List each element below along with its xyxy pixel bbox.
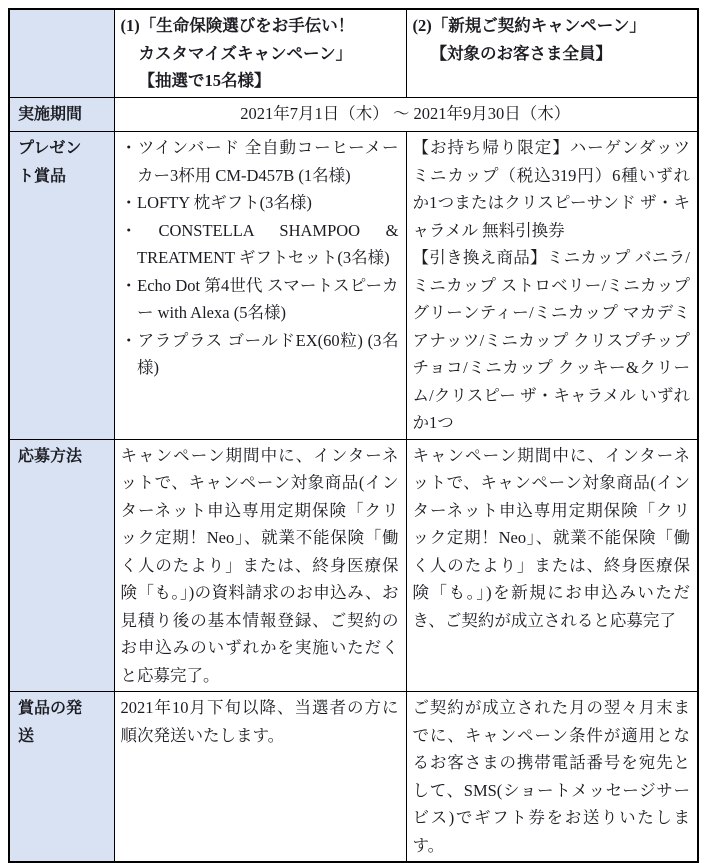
campaign2-header-line2: 【対象のお客さま全員】 <box>430 43 612 63</box>
campaign2-header-cell <box>406 9 698 97</box>
entry-campaign1-cell: キャンペーン期間中に、インターネットで、キャンペーン対象商品(インターネット申込専用定期保険「クリック定期！Neo」、就業不能保険「働く人のたより」または、終身医療保険「も。」)の資料請求のお申込み、お見積り後の基本情報登録、ご契約のお申込みのいずれかを実施いただくと応募完了。 <box>114 439 406 692</box>
shipping-campaign2-cell: ご契約が成立された月の翌々月末までに、キャンペーン条件が適用となるお客さまの携帯電話番号を宛先として、SMS(ショートメッセージサービス)でギフト券をお送りいたします。 <box>406 692 698 863</box>
campaign2-header-line1: (2)「新規ご契約キャンペーン」 <box>412 16 646 35</box>
shipping-row <box>9 692 698 863</box>
campaign1-header-line2: カスタマイズキャンペーン」 <box>138 43 353 63</box>
prize-item: ・LOFTY 枕ギフト(3名様) <box>120 193 312 212</box>
shipping-campaign1-cell: 2021年10月下旬以降、当選者の方に順次発送いたします。 <box>114 692 406 863</box>
entry-label-cell: 応募方法 <box>9 439 114 692</box>
table-header-row <box>9 9 698 97</box>
prizes-campaign1-cell <box>114 132 406 440</box>
campaign1-header-cell <box>114 9 406 97</box>
campaign1-header-line1: (1)「生命保険選びをお手伝い！ <box>120 16 355 35</box>
prizes-row <box>9 132 698 440</box>
period-label-cell: 実施期間 <box>9 97 114 132</box>
prize-item: ・Echo Dot 第4世代 スマートスピーカー with Alexa (5名様) <box>120 275 399 322</box>
corner-cell <box>9 9 114 97</box>
prizes-campaign2-paragraph1: 【お持ち帰り限定】ハーゲンダッツミニカップ（税込319円）6種いずれか1つまたはクリスピーサンド ザ・キャラメル 無料引換券 <box>412 138 690 240</box>
shipping-label-cell: 賞品の発送 <box>9 692 114 863</box>
entry-method-row <box>9 439 698 692</box>
entry-campaign2-cell: キャンペーン期間中に、インターネットで、キャンペーン対象商品(インターネット申込専用定期保険「クリック定期！Neo」、就業不能保険「働く人のたより」または、終身医療保険「も。」)を新規にお申込みいただき、ご契約が成立されると応募完了 <box>406 439 698 692</box>
campaign-table <box>8 8 699 863</box>
campaign1-header-line3: 【抽選で15名様】 <box>138 71 271 90</box>
prizes-label-cell: プレゼント賞品 <box>9 132 114 440</box>
prize-item: ・ツインバード 全自動コーヒーメーカー3杯用 CM‐D457B (1名様) <box>120 138 399 185</box>
prizes-campaign2-paragraph2: 【引き換え商品】ミニカップ バニラ/ミニカップ ストロベリー/ミニカップ グリーンティー/ミニカップ マカデミアナッツ/ミニカップ クリスプチップチョコ/ミニカップ クッキー&クリーム/クリスピー ザ・キャラメル いずれか1つ <box>412 248 690 432</box>
period-row <box>9 97 698 132</box>
period-value-cell: 2021年7月1日（木） ～ 2021年9月30日（木） <box>114 97 698 132</box>
prizes-campaign2-cell <box>406 132 698 440</box>
prize-item: ・アラプラス ゴールドEX(60粒) (3名様) <box>120 330 399 377</box>
prizes-campaign1-list <box>121 134 399 382</box>
prize-item: ・CONSTELLA SHAMPOO & TREATMENT ギフトセット(3名様) <box>120 220 399 267</box>
